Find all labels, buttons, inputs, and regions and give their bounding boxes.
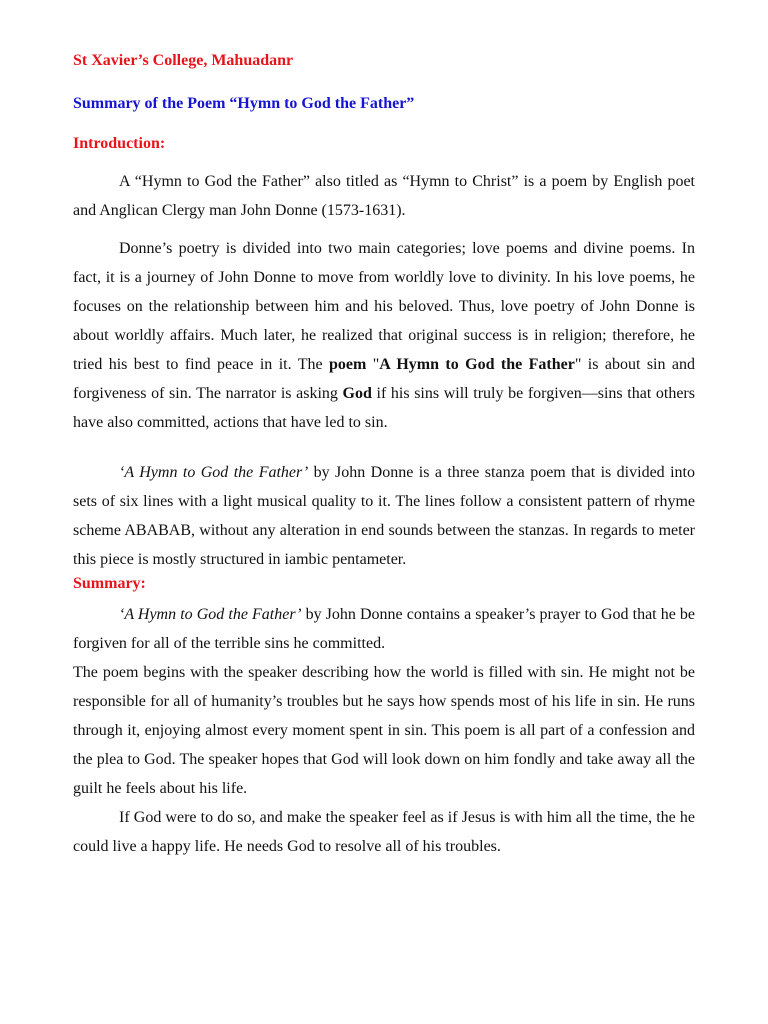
introduction-heading: Introduction: — [73, 135, 166, 152]
donne-poetry-paragraph — [73, 234, 695, 437]
paragraph-text: if his sins will truly be forgiven—sins that others have also committed, actions that have led to sin. — [73, 385, 695, 431]
poem-title: A Hymn to God the Father — [379, 356, 575, 373]
paragraph-text: by John Donne contains a speaker’s prayer to God that he be forgiven for all of the terrible sins he committed. — [73, 606, 696, 652]
intro-paragraph: A “Hymn to God the Father” also titled as “Hymn to Christ” is a poem by English poet and Anglican Clergy man John Donne (1573-1631). — [73, 173, 695, 219]
structure-paragraph — [73, 458, 695, 574]
document-title: Summary of the Poem “Hymn to God the Father” — [73, 95, 415, 112]
summary-paragraph-3: If God were to do so, and make the speaker feel as if Jesus is with him all the time, the he could live a happy life. He needs God to resolve all of his troubles. — [73, 809, 695, 855]
summary-heading: Summary: — [73, 575, 146, 592]
paragraph-text: " — [366, 356, 380, 373]
poem-title-italic: ‘A Hymn to God the Father’ — [119, 606, 302, 623]
summary-paragraph-1 — [73, 600, 695, 658]
summary-paragraph-2: The poem begins with the speaker describing how the world is filled with sin. He might not be responsible for all of humanity’s troubles but he says how spends most of his life in sin. He runs through it, enjoying almost every moment spent in sin. This poem is all part of a confession and the plea to God. The speaker hopes that God will look down on him fondly and take away all the guilt he feels about his life. — [73, 664, 695, 797]
paragraph-text: by John Donne is a three stanza poem that is divided into sets of six lines with a light musical quality to it. The lines follow a consistent pattern of rhyme scheme ABABAB, without any alteration in end sounds between the stanzas. In regards to meter this piece is mostly structured in iambic pentameter. — [73, 464, 695, 568]
poem-word: poem — [328, 356, 367, 373]
poem-title-italic: ‘A Hymn to God the Father’ — [119, 464, 309, 481]
paragraph-text: Donne’s poetry is divided into two main categories; love poems and divine poems. In fact, it is a journey of John Donne to move from worldly love to divinity. In his love poems, he focuses on the relationship between him and his beloved. Thus, love poetry of John Donne is about worldly affairs. Much later, he realized that original success is in religion; therefore, he tried his best to find peace in it. The — [73, 240, 695, 373]
college-name: St Xavier’s College, Mahuadanr — [73, 52, 294, 69]
document-content — [73, 51, 695, 861]
god-word: God — [342, 385, 372, 402]
paragraph-text: " is about sin and forgiveness of sin. The narrator is asking — [73, 356, 696, 402]
